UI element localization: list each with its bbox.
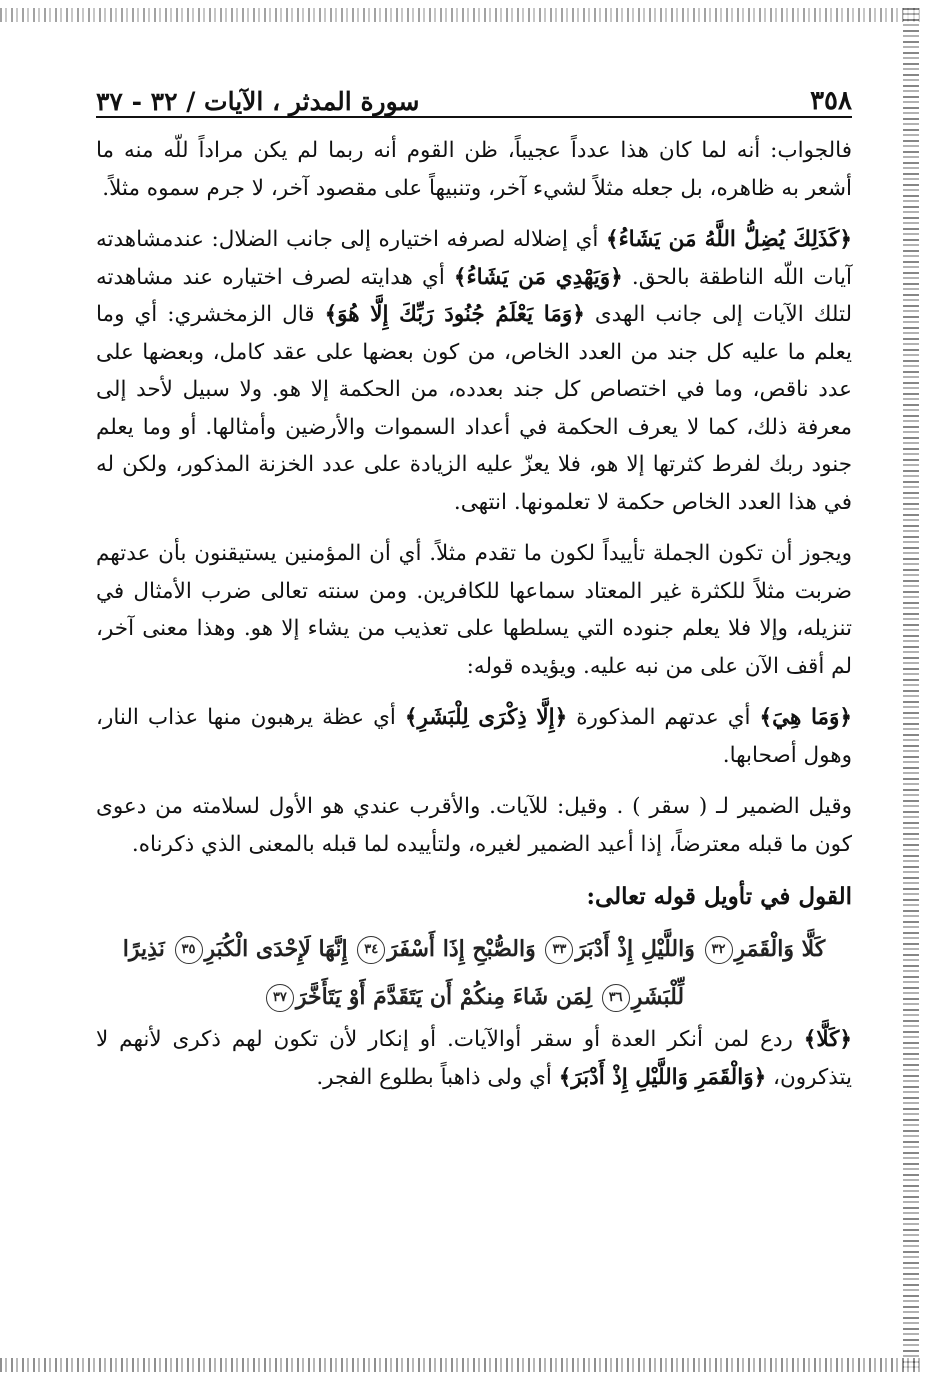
verse-line-2 [96, 973, 852, 1021]
verse-text: لِّلْبَشَرِ [631, 984, 685, 1010]
verse-text: وَالصُّبْحِ إِذَا أَسْفَرَ [387, 936, 536, 962]
paragraph-kalla [96, 1021, 852, 1096]
paragraph-text: قال الزمخشري: أي وما يعلم ما عليه كل جند من العدد الخاص، من كون بعضها على عقد كامل، وبعضها على عدد ناقص، وما في اختصاص كل جند بعدده، من الحكمة إلا هو. ولا سبيل لأحد إلى معرفة ذلك، كما لا يعرف الحكمة في أعداد السموات والأرضين وأمثالها. أو وما يعلم جنود ربك لفرط كثرتها إلا هو، فلا يعزّ عليه الزيادة على عدد الخزنة المذكور، ولكن له في هذا العدد الخاص حكمة لا تعلمونها. انتهى. [96, 302, 852, 515]
verse-number-marker: ٣٥ [175, 936, 203, 964]
verse-number-marker: ٣٤ [357, 936, 385, 964]
verse-text: لِمَن شَاءَ مِنكُمْ أَن يَتَقَدَّمَ أَوْ يَتَأَخَّرَ [295, 984, 593, 1010]
decorative-border-bottom [0, 1358, 924, 1372]
quran-quote: ﴿وَمَا يَعْلَمُ جُنُودَ رَبِّكَ إِلَّا هُوَ﴾ [324, 302, 585, 327]
verse-number-marker: ٣٧ [266, 984, 294, 1012]
verse-number-marker: ٣٣ [545, 936, 573, 964]
book-page [96, 60, 852, 1096]
paragraph-reminder [96, 699, 852, 774]
verse-text: وَاللَّيْلِ إِذْ أَدْبَرَ [575, 936, 695, 962]
verse-text: كَلَّا وَالْقَمَرِ [734, 936, 826, 962]
decorative-border-right [903, 8, 919, 1372]
paragraph-pronoun: وقيل الضمير لـ ( سقر ) . وقيل: للآيات. والأقرب عندي هو الأول لسلامته من دعوى كون ما قبله معترضاً، إذا أعيد الضمير لغيره، ولتأييده لما قبله بالمعنى الذي ذكرناه. [96, 794, 852, 857]
page-header [96, 60, 852, 118]
quran-quote: ﴿وَيَهْدِي مَن يَشَاءُ﴾ [453, 264, 623, 290]
paragraph-misguidance [96, 221, 852, 521]
verse-line-1 [96, 925, 852, 973]
verse-number-marker: ٣٢ [705, 936, 733, 964]
paragraph-text: أي إضلاله لصرفه اختياره إلى جانب الضلال: عندمشاهدته آيات اللّه الناطقة بالحق. [96, 227, 853, 290]
paragraph-text: ردع لمن أنكر العدة أو سقر أوالآيات. أو إنكار لأن تكون لهم ذكرى لأنهم لا يتذكرون، [96, 1027, 852, 1090]
verse-text: نَذِيرًا [122, 936, 165, 962]
paragraph-text: أي ولى ذاهباً بطلوع الفجر. [316, 1064, 559, 1090]
decorative-border-top [0, 8, 924, 22]
section-heading: القول في تأويل قوله تعالى: [586, 883, 852, 910]
quran-quote: ﴿وَمَا هِيَ﴾ [759, 705, 853, 730]
quran-quote: ﴿إِلَّا ذِكْرَى لِلْبَشَرِ﴾ [404, 705, 568, 730]
paragraph-text: أي عظة يرهبون منها عذاب النار، وهول أصحابها. [96, 705, 852, 768]
page-running-title: سورة المدثر ، الآيات / ٣٢ - ٣٧ [96, 87, 420, 116]
quran-quote: ﴿كَذَلِكَ يُضِلُّ اللَّهُ مَن يَشَاءُ﴾ [605, 227, 852, 252]
quran-quote: ﴿كَلَّا﴾ [803, 1027, 852, 1052]
paragraph-interpretation: ويجوز أن تكون الجملة تأييداً لكون ما تقدم مثلاً. أي أن المؤمنين يستيقنون بأن عدتهم ضربت مثلاً للكثرة غير المعتاد سماعها للكافرين. ومن سنته تعالى ضرب الأمثال في تنزيله، وإلا فلا يعلم جنوده التي يسلطها على تعذيب من يشاء إلا هو. وهذا معنى آخر، لم أقف الآن على من نبه عليه. ويؤيده قوله: [96, 541, 852, 679]
verse-text: إِنَّهَا لَإِحْدَى الْكُبَرِ [204, 936, 348, 962]
paragraph-text: أي هدايته لصرف اختياره عند مشاهدته لتلك الآيات إلى جانب الهدى [96, 264, 852, 327]
paragraph-text: أي عدتهم المذكورة [567, 705, 760, 730]
page-number: ٣٥٨ [810, 86, 852, 116]
paragraph-answer: فالجواب: أنه لما كان هذا عدداً عجيباً، ظن القوم أنه ربما لم يكن مراداً للّه منه ما أشعر به ظاهره، بل جعله مثلاً لشيء آخر، وتنبيهاً على مقصود آخر، لا جرم سموه مثلاً. [96, 138, 852, 201]
quran-quote: ﴿وَالْقَمَرِ وَاللَّيْلِ إِذْ أَدْبَرَ﴾ [558, 1064, 767, 1090]
verse-number-marker: ٣٦ [602, 984, 630, 1012]
